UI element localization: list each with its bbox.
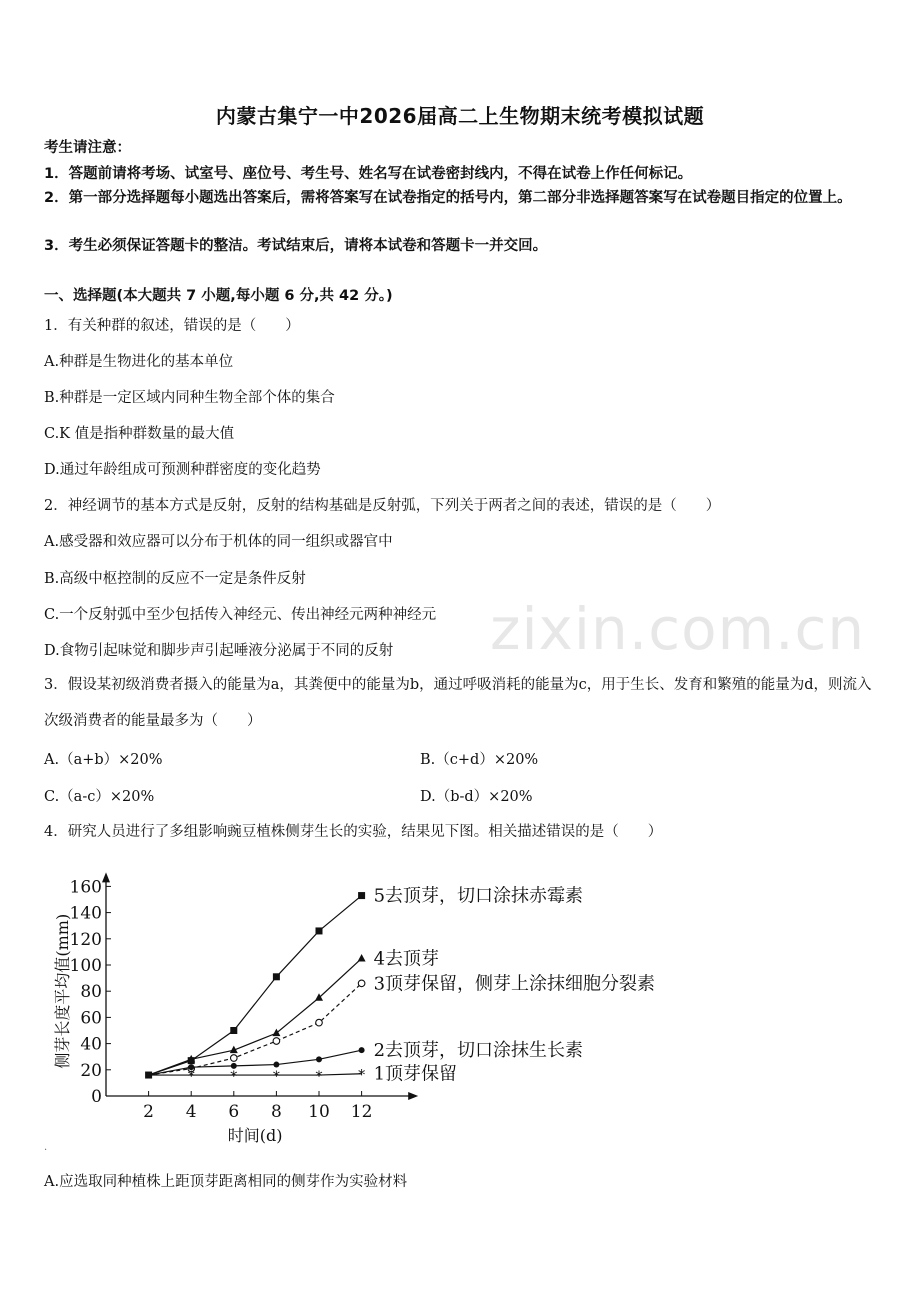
- series-line: [149, 1050, 362, 1075]
- q1-option-b: B.种群是一定区域内同种生物全部个体的集合: [44, 390, 335, 406]
- watermark: zixin.com.cn: [490, 595, 866, 663]
- data-point: *: [187, 1069, 195, 1086]
- notice-item-1: 1．答题前请将考场、试室号、座位号、考生号、姓名写在试卷密封线内，不得在试卷上作任何标记。: [44, 166, 693, 182]
- notice-item-3: 3．考生必须保证答题卡的整洁。考试结束后，请将本试卷和答题卡一并交回。: [44, 238, 548, 254]
- notice-heading: 考生请注意：: [44, 140, 131, 156]
- series-line: [149, 983, 362, 1075]
- data-point: [273, 1062, 279, 1068]
- y-tick-label: 40: [80, 1034, 102, 1055]
- data-point: [358, 892, 365, 899]
- series-line: [149, 1074, 362, 1075]
- y-axis-arrow: [102, 872, 110, 882]
- data-point: *: [230, 1069, 238, 1086]
- q2-option-c: C.一个反射弧中至少包括传入神经元、传出神经元两种神经元: [44, 607, 437, 623]
- y-tick-label: 120: [69, 929, 102, 950]
- x-tick-label: 6: [228, 1102, 240, 1122]
- q3-option-b: B.（c+d）×20%: [420, 752, 539, 768]
- x-tick-label: 2: [143, 1102, 155, 1122]
- data-point: *: [315, 1069, 323, 1086]
- x-tick-label: 10: [308, 1102, 330, 1122]
- y-tick-label: 160: [69, 877, 102, 898]
- q1-option-d: D.通过年龄组成可预测种群密度的变化趋势: [44, 462, 321, 478]
- q3-option-c: C.（a-c）×20%: [44, 789, 155, 805]
- x-axis-label: 时间(d): [227, 1126, 283, 1145]
- data-point: *: [272, 1069, 280, 1086]
- q4-stem: 4．研究人员进行了多组影响豌豆植株侧芽生长的实验，结果见下图。相关描述错误的是（ ）: [44, 824, 663, 840]
- data-point: [231, 1063, 237, 1069]
- y-tick-label: 100: [69, 956, 102, 976]
- series-label: 4去顶芽: [373, 948, 440, 970]
- x-tick-label: 12: [350, 1102, 373, 1122]
- q2-option-d: D.食物引起味觉和脚步声引起唾液分泌属于不同的反射: [44, 643, 394, 659]
- y-tick-label: 60: [80, 1008, 102, 1029]
- x-tick-label: 4: [185, 1102, 197, 1122]
- section-heading: 一、选择题(本大题共 7 小题,每小题 6 分,共 42 分。): [44, 288, 393, 304]
- notice-item-2: 2．第一部分选择题每小题选出答案后，需将答案写在试卷指定的括号内，第二部分非选择题答案写在试卷题目指定的位置上。: [44, 190, 852, 206]
- data-point: [231, 1055, 238, 1062]
- series-line: [149, 896, 362, 1075]
- page-title: 内蒙古集宁一中2026届高二上生物期末统考模拟试题: [215, 104, 705, 128]
- series-label: 1顶芽保留: [373, 1063, 458, 1085]
- q1-option-c: C.K 值是指种群数量的最大值: [44, 426, 235, 442]
- data-point: [359, 1047, 365, 1053]
- data-point: *: [358, 1067, 366, 1084]
- series-label: 5去顶芽，切口涂抹赤霉素: [373, 885, 584, 907]
- y-tick-label: 20: [80, 1060, 102, 1081]
- data-point: [273, 1038, 280, 1045]
- q4-option-a: A.应选取同种植株上距顶芽距离相同的侧芽作为实验材料: [44, 1174, 408, 1190]
- data-point: [358, 954, 366, 962]
- data-point: [316, 1019, 323, 1026]
- data-point: [272, 1029, 280, 1037]
- q1-stem: 1．有关种群的叙述，错误的是（ ）: [44, 318, 300, 334]
- q1-option-a: A.种群是生物进化的基本单位: [44, 354, 234, 370]
- data-point: [230, 1027, 237, 1034]
- y-tick-label: 0: [91, 1087, 102, 1107]
- y-axis-label: 侧芽长度平均值(mm): [53, 913, 72, 1069]
- data-point: [273, 973, 280, 980]
- footnote-dot: .: [44, 1142, 48, 1153]
- q2-option-b: B.高级中枢控制的反应不一定是条件反射: [44, 571, 306, 587]
- q3-option-a: A.（a+b）×20%: [44, 752, 163, 768]
- data-point: [358, 980, 365, 987]
- q2-stem: 2．神经调节的基本方式是反射，反射的结构基础是反射弧，下列关于两者之间的表述，错误的是（ ）: [44, 498, 721, 514]
- series-label: 2去顶芽，切口涂抹生长素: [373, 1040, 584, 1062]
- q2-option-a: A.感受器和效应器可以分布于机体的同一组织或器官中: [44, 534, 393, 550]
- data-point: [316, 927, 323, 934]
- q3-option-d: D.（b-d）×20%: [420, 789, 533, 805]
- x-tick-label: 8: [270, 1102, 282, 1122]
- y-tick-label: 80: [80, 982, 102, 1003]
- growth-chart: [40, 865, 720, 1145]
- y-tick-label: 140: [69, 903, 102, 924]
- x-axis-arrow: [408, 1092, 418, 1100]
- series-label: 3顶芽保留，侧芽上涂抹细胞分裂素: [373, 973, 656, 995]
- q3-stem: 3．假设某初级消费者摄入的能量为a，其粪便中的能量为b，通过呼吸消耗的能量为c，用于生长、发育和繁殖的能量为d，则流入次级消费者的能量最多为（ ）: [44, 677, 872, 729]
- data-point: [316, 1056, 322, 1062]
